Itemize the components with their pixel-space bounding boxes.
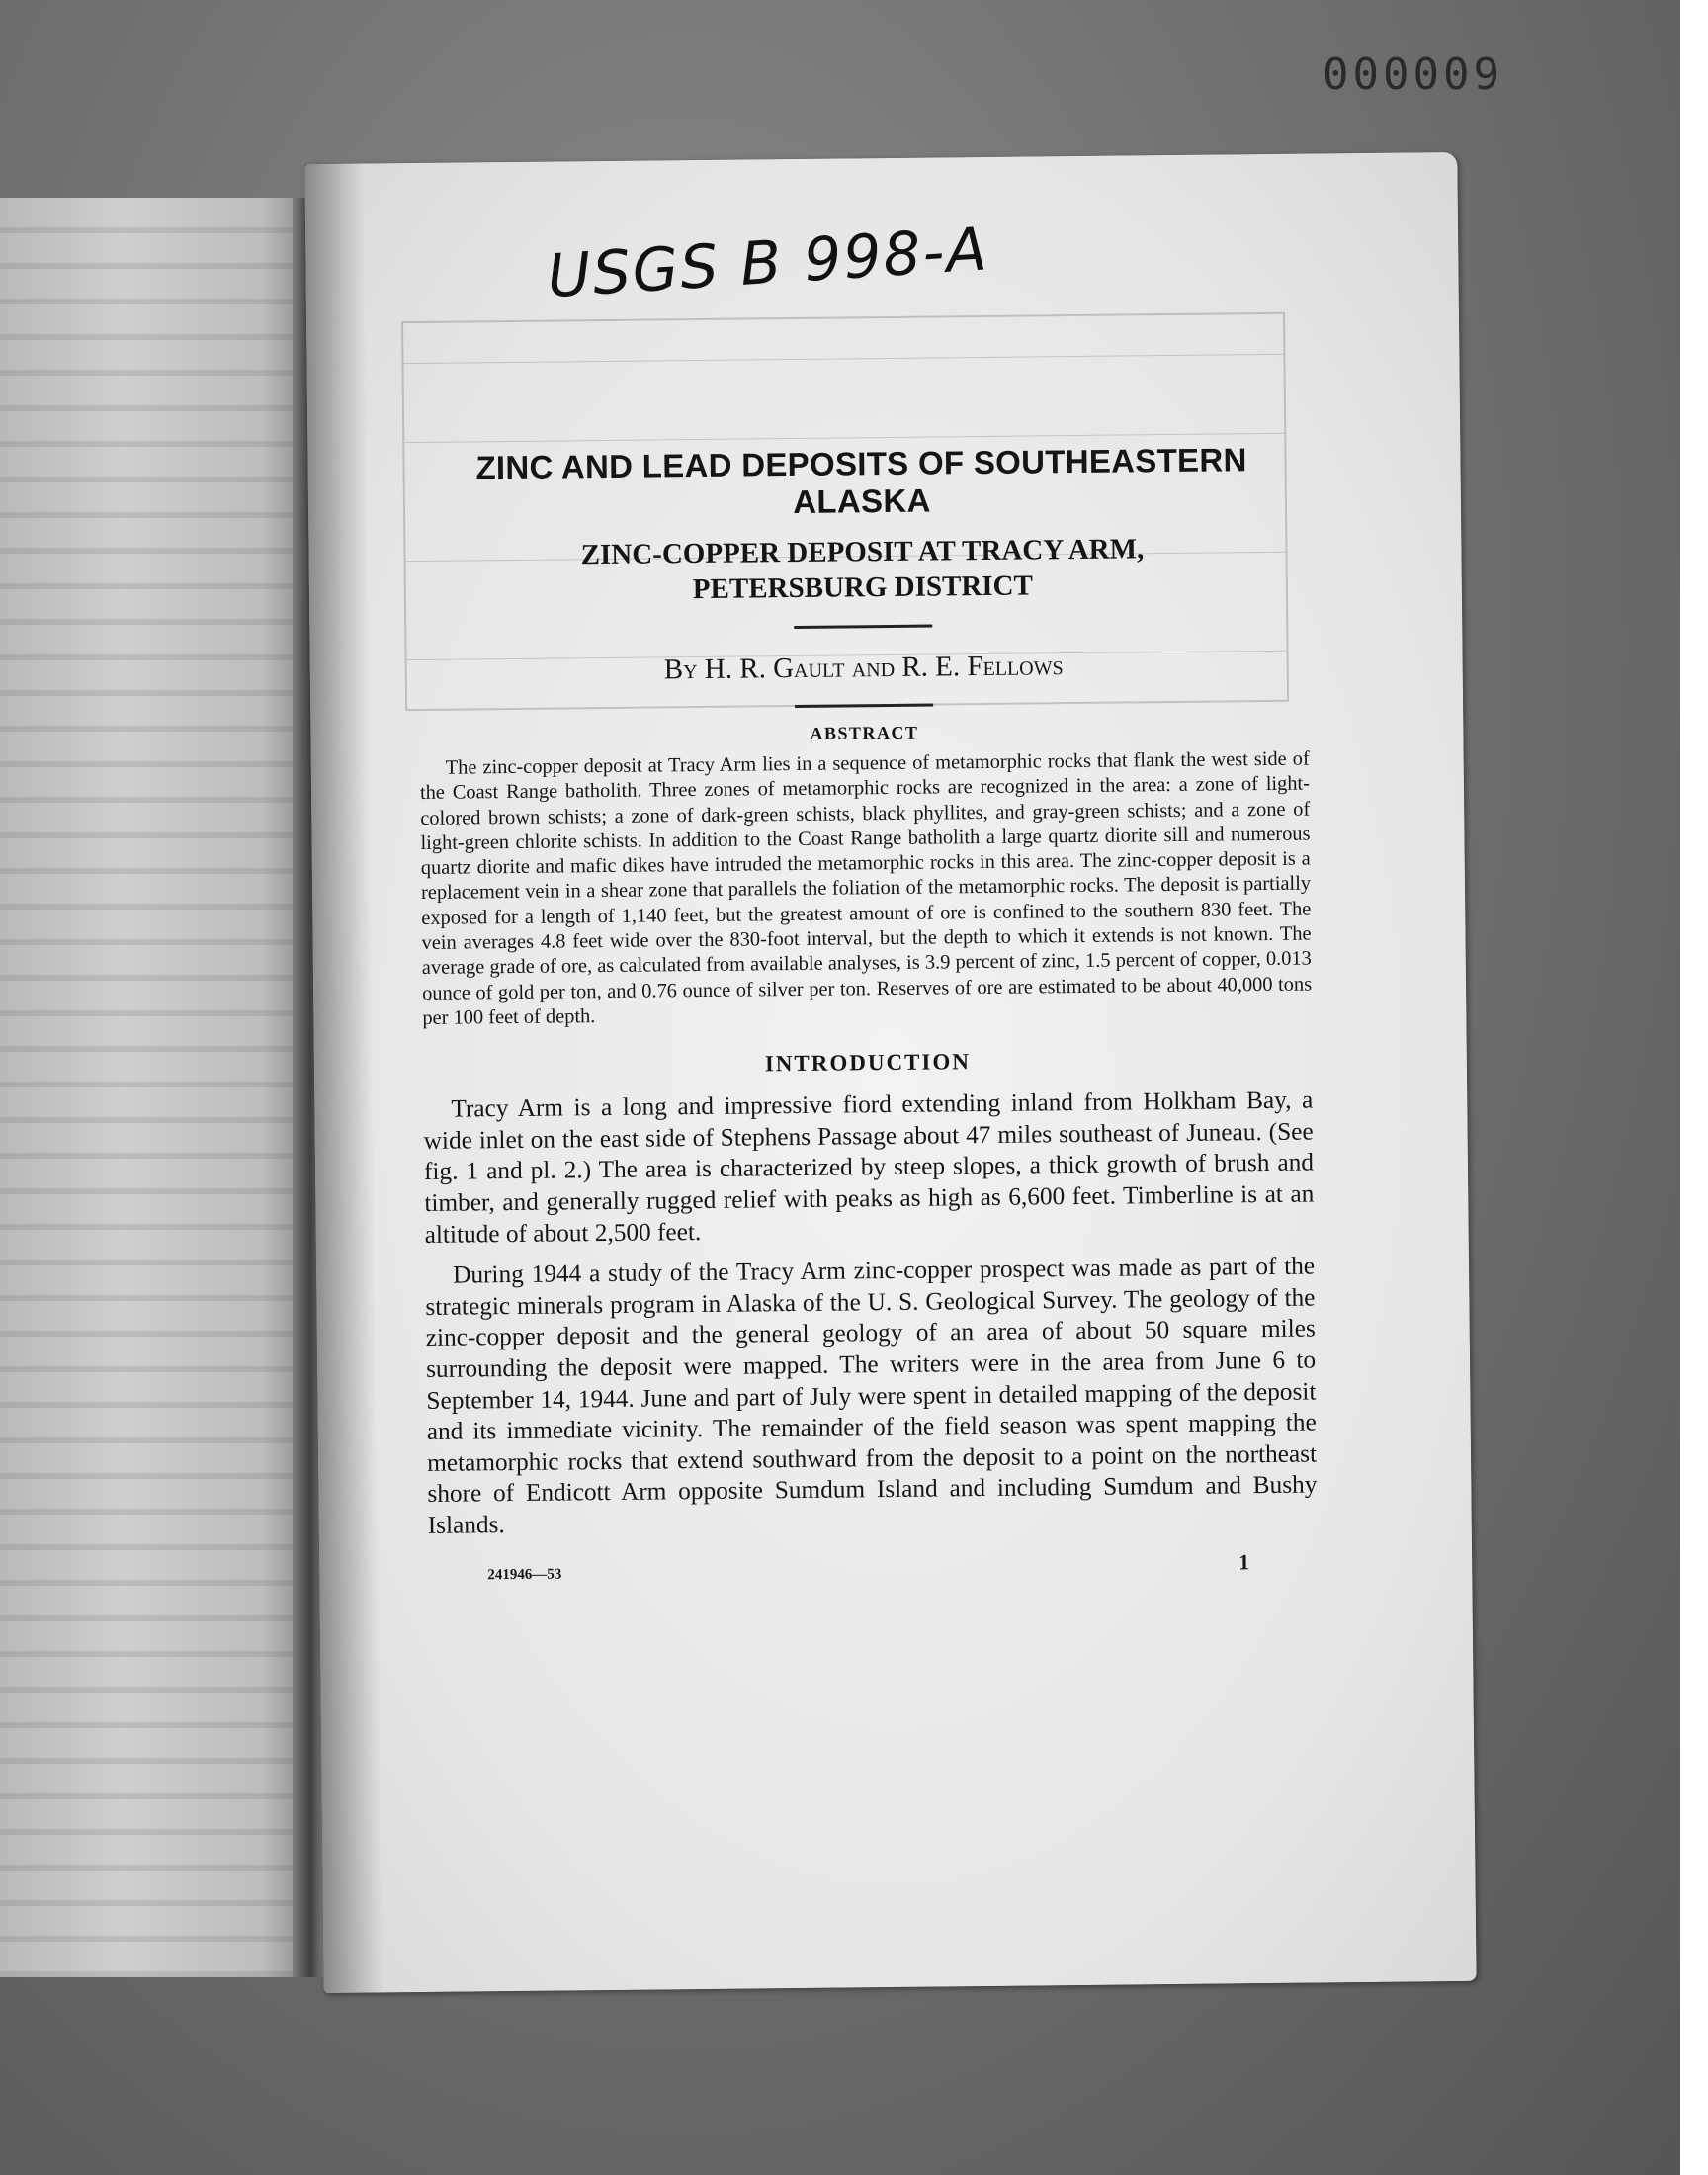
abstract-text: The zinc-copper deposit at Tracy Arm lies in a sequence of metamorphic rocks that flank the west side of the Coast Range batholith. Three zones of metamorphic rocks are recognized in the area: a zone of light-colored brown schists; a zone of dark-green schists, black phyllites, and gray-green schists; and a zone of light-green chlorite schists. In addition to the Coast Range batholith a large quartz diorite sill and numerous quartz diorite and mafic dikes have intruded the metamorphic rocks in this area. The zinc-copper deposit is a replacement vein in a shear zone that parallels the foliation of the metamorphic rocks. The deposit is partially exposed for a length of 1,140 feet, but the greatest amount of ore is confined to the southern 830 feet. The vein averages 4.8 feet wide over the 830-foot interval, but the depth to which it extends is not known. The average grade of ore, as calculated from available analyses, is 3.9 percent of zinc, 1.5 percent of copper, 0.013 ounce of gold per ton, and 0.76 ounce of silver per ton. Reserves of ore are estimated to be about 40,000 tons per 100 feet of depth. <box>419 747 1313 1029</box>
document-page <box>304 152 1476 1993</box>
page-number: 1 <box>1238 1548 1250 1574</box>
facing-page-faded-text <box>0 198 308 1977</box>
bulletin-title: ZINC AND LEAD DEPOSITS OF SOUTHEASTERN ALASKA <box>475 441 1247 521</box>
frame-stamp-number: 000009 <box>1323 49 1503 100</box>
page-footer <box>428 1544 1318 1593</box>
byline-rule <box>795 704 933 708</box>
page-content <box>416 441 1318 1594</box>
intro-paragraph-2: During 1944 a study of the Tracy Arm zinc-copper prospect was made as part of the strategic minerals program in Alaska of the U. S. Geological Survey. The geology of the zinc-copper deposit and the general geology of an area of about 50 square miles surrounding the deposit were mapped. The writers were in the area from June 6 to September 14, 1944. June and part of July were spent in detailed mapping of the deposit and its immediate vicinity. The remainder of the field season was spent mapping the metamorphic rocks that extend southward from the deposit to a point on the northeast shore of Endicott Arm opposite Sumdum Island and including Sumdum and Bushy Islands. <box>425 1252 1318 1539</box>
handwritten-annotation: USGS B 998-A <box>545 215 991 312</box>
chapter-title: ZINC-COPPER DEPOSIT AT TRACY ARM, PETERSBURG DISTRICT <box>580 533 1145 606</box>
title-rule <box>794 625 932 629</box>
author-byline: By H. R. Gault and R. E. Fellows <box>663 650 1064 686</box>
facing-page <box>0 198 308 1977</box>
scan-margin <box>1680 0 1708 2175</box>
introduction-heading: INTRODUCTION <box>764 1049 972 1077</box>
print-job-number: 241946—53 <box>487 1566 562 1583</box>
abstract-heading: ABSTRACT <box>810 722 919 743</box>
intro-paragraph-1: Tracy Arm is a long and impressive fiord extending inland from Holkham Bay, a wide inlet on the east side of Stephens Passage about 47 miles southeast of Juneau. (See fig. 1 and pl. 2.) The area is characterized by steep slopes, a thick growth of brush and timber, and generally rugged relief with peaks as high as 6,600 feet. Timberline is at an altitude of about 2,500 feet. <box>423 1086 1315 1249</box>
